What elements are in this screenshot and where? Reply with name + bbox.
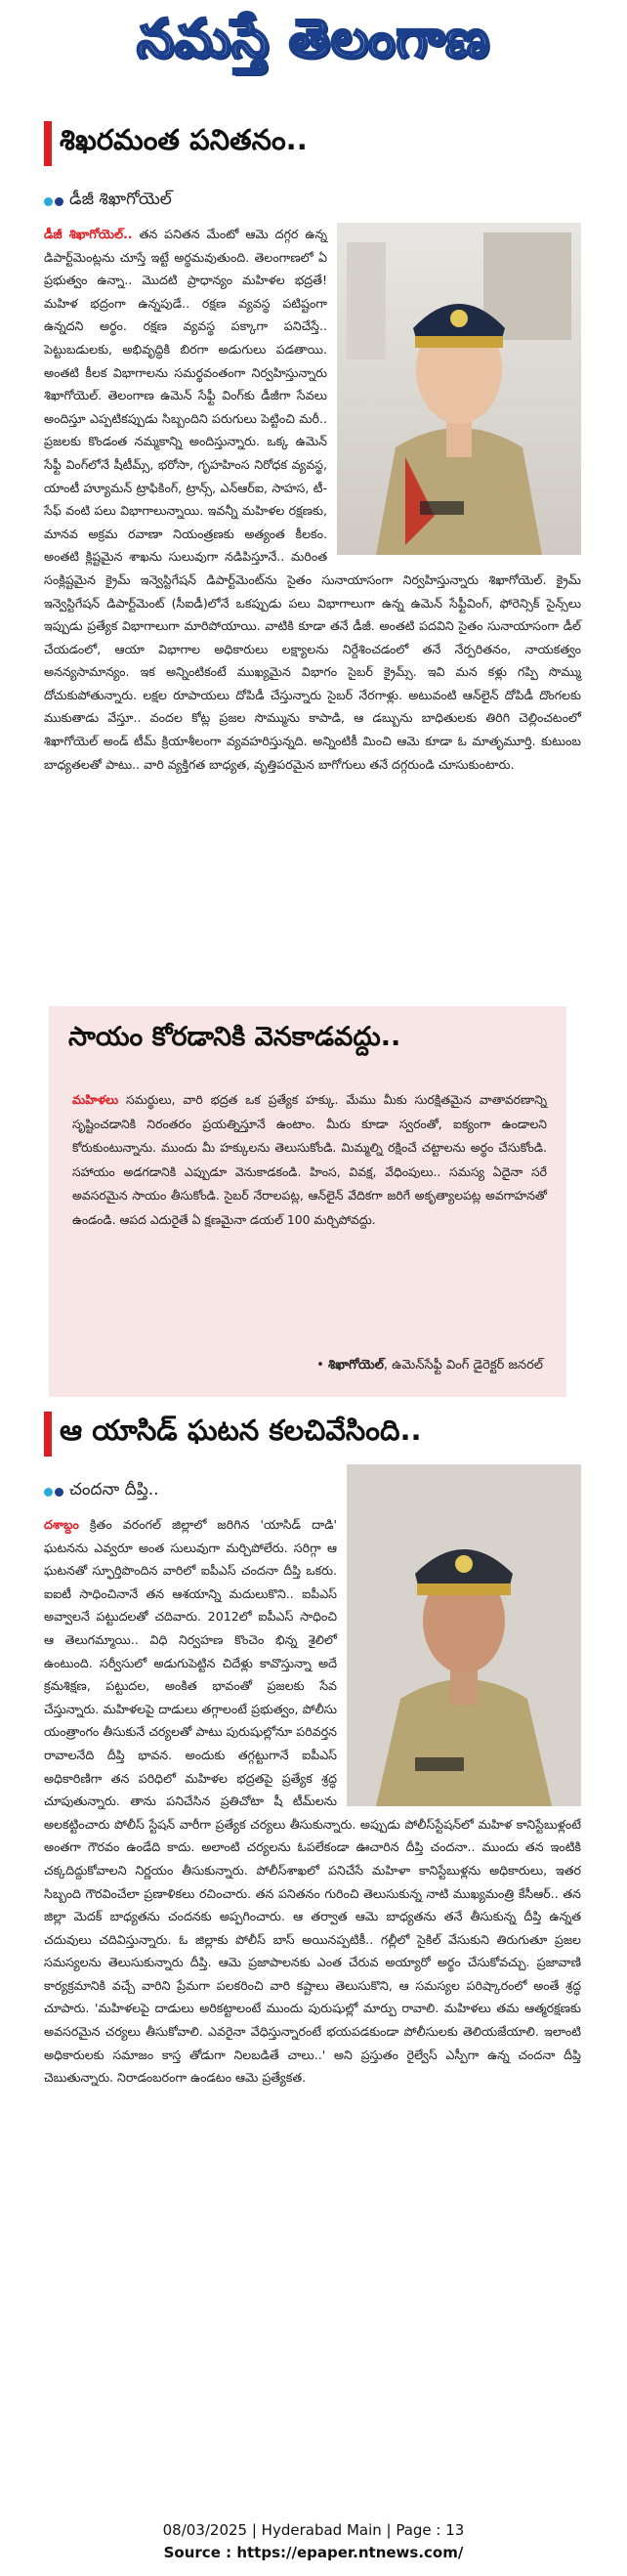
byline-text: చందనా దీప్తి..	[69, 1480, 159, 1499]
article-heading-row	[44, 1412, 581, 1460]
heading-accent-bar	[44, 121, 52, 166]
byline	[44, 186, 581, 219]
photo-shikha-goel	[337, 223, 581, 555]
article-heading: శిఖరమంత పనితనం..	[60, 123, 308, 156]
article-text: తన పనితన మేంటో ఆమె దగ్గర ఉన్న డిపార్ట్‌మెంట్లను చూస్తే ఇట్టే అర్థమవుతుంది. తెలంగాణలో ఏ ప్రభుత్వం ఉన్నా.. మొదటి ప్రాధాన్యం మహిళల భద్రతే! మహిళ భద్రంగా ఉన్నపుడే.. రక్షణ వ్యవస్థ పటిష్టంగా ఉన్నదని అర్థం. రక్షణ వ్యవస్థ పక్కాగా పనిచేస్తే.. పెట్టుబడులకు, అభివృద్ధికి బిరగా అడుగులు పడతాయి. అంతటి కీలక విభాగాలను సమర్థవంతంగా నిర్వహిస్తున్నారు శిఖాగోయెల్. తెలంగాణ ఉమెన్ సేఫ్టీ వింగ్‌కు డీజీగా సేవలు అందిస్తూ ఎప్పటికప్పుడు సిబ్బందిని పరుగులు పెట్టించి మరీ.. ప్రజలకు కొండంత నమ్మకాన్ని అందిస్తున్నారు. ఒక్క ఉమెన్ సేఫ్టీ వింగ్‌లోనే షీటీమ్స్, భరోసా, గృహహింస నిరోధక వ్యవస్థ, యాంటీ హ్యూమన్ ట్రాఫికింగ్, ట్రాన్స్, ఎన్‌ఆర్‌ఐ, సాహస, టీ-సేఫ్ వంటి పలు విభాగాలున్నాయి. ఇవన్నీ మహిళల రక్షణకు, మానవ అక్రమ రవాణా నియంత్రణకు అత్యంత కీలకం. అంతటి క్లిష్టమైన శాఖను సులువుగా నడిపిస్తూనే.. మరింత సంక్లిష్టమైన క్రైమ్ ఇన్వెస్టిగేషన్ డిపార్ట్‌మెంట్‌ను సైతం సునాయాసంగా నిర్వహిస్తున్నారు శిఖాగోయెల్. క్రైమ్ ఇన్వెస్టిగేషన్ డిపార్ట్‌మెంట్ (సీఐడీ)లోనే ఒకప్పుడు పలు విభాగాలుగా ఉన్న ఉమెన్ సేఫ్టీవింగ్, ఫోరెన్సిక్ సైన్స్‌లు ఇప్పుడు ప్రత్యేక విభాగాలుగా మారిపోయాయి. వాటికి కూడా తనే డీజీ. అంతటి పదవిని సైతం సునాయాసంగా డీల్ చేయడంలో, ఆయా విభాగాల అధికారులు లక్ష్యాలను నిర్దేశించడంలో తనే నేర్పరితనం, నాయకత్వం అనన్యసామాన్యం. ఇక అన్నింటికంటే ముఖ్యమైన విభాగం సైబర్ క్రైమ్స్. ఇవి మన కళ్లు గప్పి సొమ్ము దోచుకుపోతున్నారు. లక్షల రూపాయలు దోపిడీ చేస్తున్నారు సైబర్ నేరగాళ్లు. అటువంటి ఆన్‌లైన్ దోపిడీ దొంగలకు ముకుతాడు వేస్తూ.. వందల కోట్ల ప్రజల సొమ్మును కాపాడి, ఆ డబ్బును బాధితులకు తిరిగి చెల్లించటంలో శిఖాగోయెల్ అండ్ టీమ్ క్రియాశీలంగా వ్యవహరిస్తున్నది. అన్నింటికీ మించి ఆమె కూడా ఓ మాతృమూర్తి. కుటుంబ బాధ్యతలతో పాటు.. వారి వ్యక్తిగత బాధ్యత, వృత్తిపరమైన బాగోగులు తనే దగ్గరుండి చూసుకుంటారు.	[44, 227, 581, 772]
article-lead: దశాబ్దం	[44, 1517, 79, 1532]
byline-text: డీజీ శిఖాగోయెల్	[69, 190, 172, 209]
box-text: సమర్థులు, వారి భద్రత ఒక ప్రత్యేక హక్కు. మేము మీకు సురక్షితమైన వాతావరణాన్ని సృష్టించడానికి నిరంతరం ప్రయత్నిస్తూనే ఉంటాం. మీరు కూడా స్వరంతో, ఐక్యంగా ఉండాలని కోరుకుంటున్నాను. ముందు మీ హక్కులను తెలుసుకోండి. మిమ్మల్ని రక్షించే చట్టాలను అర్థం చేసుకోండి. సహాయం అడగడానికి ఎప్పుడూ వెనుకాడకండి. హింస, వివక్ష, వేధింపులు.. సమస్య ఏదైనా సరే అవసరమైన సాయం తీసుకోండి. సైబర్ నేరాలపట్ల, ఆన్‌లైన్ వేదికగా జరిగే అకృత్యాలపట్ల అవగాహనతో ఉండండి. ఆపద ఎదురైతే ఏ క్షణమైనా డయల్ 100 మర్చిపోవద్దు.	[72, 1092, 547, 1227]
box-signature: • శిఖాగోయెల్, ఉమెన్‌సేఫ్టీ వింగ్ డైరెక్టర్ జనరల్	[316, 1358, 543, 1372]
article-shikha-goel	[44, 121, 581, 1000]
byline-dot-light	[44, 1488, 53, 1497]
article-body	[44, 1513, 581, 2090]
box-heading: సాయం కోరడానికి వెనకాడవద్దు..	[68, 1022, 401, 1052]
heading-accent-bar	[44, 1412, 52, 1457]
article-body	[44, 223, 581, 776]
byline-dot-dark	[55, 197, 63, 206]
photo-chandana-deepti	[347, 1464, 581, 1806]
article-text: క్రితం వరంగల్ జిల్లాలో జరిగిన 'యాసిడ్ దాడి' ఘటనను ఎవ్వరూ అంత సులువుగా మర్చిపోలేరు. సరిగ్గా ఆ ఘటనతో స్ఫూర్తిపొందిన వారిలో ఐపీఎస్ చందనా దీప్తి ఒకరు. ఐఐటీ సాధించినానే తన ఆశయాన్ని మదులుకొని.. ఐపీఎస్ అవ్వాలనే పట్టుదలతో చదివారు. 2012లో ఐపీఎస్ సాధించి ఆ తెలుగమ్మాయి.. విధి నిర్వహణ కొంచెం భిన్న శైలిలో ఉంటుంది. సర్వీసులో అడుగుపెట్టిన చిదేళ్లు కావొస్తున్నా అదే క్రమశిక్షణ, పట్టుదల, అంకిత భావంతో ప్రజలకు సేవ చేస్తున్నారు. మహిళలపై దాడులు తగ్గాలంటే ప్రభుత్వం, పోలీసు యంత్రాంగం తీసుకునే చర్యలతో పాటు పురుషుల్లోనూ పరివర్తన రావాలనేది దీప్తి భావన. అందుకు తగ్గట్టుగానే ఐపీఎస్ అధికారిణిగా తన పరిధిలో మహిళల భద్రతపై ప్రత్యేక శ్రద్ధ చూపుతున్నారు. తాను పనిచేసిన ప్రతిచోటా షీ టీమ్‌లను అలకట్టించారు పోలీస్ స్టేషన్ వారీగా ప్రత్యేక చర్యలు తీసుకున్నారు. అప్పుడు పోలీస్‌స్టేషన్‌లో మహిళ కానిస్టేబుళ్లంటే అంతగా గౌరవం ఉండేది కాదు. అలాంటి చర్యలను ఓపలేకండా ఊచారిన దీప్తి చందనా.. ముందు తన ఇంటికి చక్కదిద్దుకోవాలని నిర్ణయం తీసుకున్నారు. పోలీస్‌శాఖలో పనిచేసే మహిళా కానిస్టేబుళ్లను అధికారులు, ఇతర సిబ్బంది గౌరవించేలా ప్రణాళికలు రచించారు. తన పనితనం గురించి తెలుసుకున్న నాటి ముఖ్యమంత్రి కేసీఆర్.. తన జిల్లా మెదక్ బాధ్యతను చందనకు అప్పగించారు. ఆ తర్వాత ఆమె బాధ్యతను తనే తీసుకున్న దీప్తి ఉన్నత చదువులు చదివిస్తున్నారు. ఓ జిల్లాకు పోలీస్ బాస్ అయినప్పటికీ.. గల్లీలో సైకిల్ వేసుకుని తిరుగుతూ ప్రజల సమస్యలను తెలుసుకున్నారు దీప్తి. ఆమె ప్రజాపాలనకు ఎంత చేరువ అయ్యారో అర్థం చేసుకోవచ్చు. ప్రజావాణి కార్యక్రమానికి వచ్చే వారిని ప్రేమగా పలకరించి వారి కష్టాలు తెలుసుకొని, ఆ సమస్యల పరిష్కారంలో అంతే శ్రద్ధ చూపారు. 'మహిళలపై దాడులు అరికట్టాలంటే ముందు పురుషుల్లో మార్పు రావాలి. మహిళలు తమ ఆత్మరక్షణకు అవసరమైన చర్యలు తీసుకోవాలి. ఎవరైనా వేధిస్తున్నారంటే భయపడకుండా పోలీసులకు తెలియజేయాలి. ఇలాంటి అధికారులకు సమాజం కాస్త తోడుగా నిలబడితే చాలు..' అని ప్రస్తుతం రైల్వేస్ ఎస్పీగా ఉన్న చందనా దీప్తి చెబుతున్నారు. నిరాడంబరంగా ఉండటం ఆమె ప్రత్యేకత.	[44, 1517, 581, 2086]
signature-role: , ఉమెన్‌సేఫ్టీ వింగ్ డైరెక్టర్ జనరల్	[383, 1358, 543, 1372]
article-heading: ఆ యాసిడ్ ఘటన కలచివేసింది..	[60, 1414, 422, 1447]
article-chandana-deepti	[44, 1412, 581, 2506]
article-lead: డీజీ శిఖాగోయెల్..	[44, 227, 133, 241]
newspaper-name: నమస్తే తెలంగాణ	[137, 8, 490, 69]
officer-portrait-icon	[347, 1464, 581, 1806]
advice-box	[49, 1006, 566, 1397]
byline-dot-dark	[55, 1488, 63, 1497]
box-lead: మహిళలు	[72, 1092, 119, 1107]
masthead	[0, 0, 627, 90]
footer-date-edition: 08/03/2025 | Hyderabad Main | Page : 13	[162, 2521, 465, 2539]
article-heading-row	[44, 121, 581, 170]
byline-dot-light	[44, 197, 53, 206]
box-body	[72, 1088, 547, 1233]
officer-portrait-icon	[337, 223, 581, 555]
signature-name: శిఖాగోయెల్	[327, 1358, 384, 1372]
footer-source: Source : https://epaper.ntnews.com/	[163, 2544, 464, 2561]
